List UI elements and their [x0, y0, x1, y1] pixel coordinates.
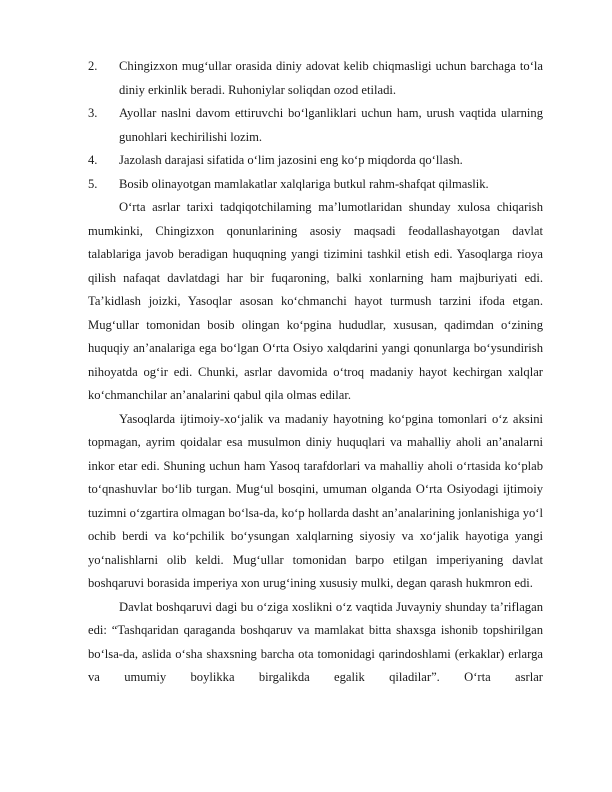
list-text: Jazolash darajasi sifatida o‘lim jazosini eng ko‘p miqdorda qo‘llash. [119, 153, 463, 167]
list-item-3 [88, 102, 543, 149]
paragraph-1: O‘rta asrlar tarixi tadqiqotchilaming ma’lumotlaridan shunday xulosa chiqarish mumkinki, Chingizxon qonunlarining asosiy maqsadi feodallashayotgan davlat talablariga javob beradigan huquqning yangi tizimini tashkil etish edi. Yasoqlarga rioya qilish nafaqat davlatdagi har bir fuqaroning, balki xonlarning ham majburiyati edi. Ta’kidlash joizki, Yasoqlar asosan ko‘chmanchi hayot turmush tarzini ifoda etgan. Mug‘ullar tomonidan bosib olingan ko‘pgina hududlar, xususan, qadimdan o‘zining huquqiy an’analariga ega bo‘lgan O‘rta Osiyo xalqdarini yangi qonunlarga bo‘ysundirish nihoyatda og‘ir edi. Chunki, asrlar davomida o‘troq madaniy hayot kechirgan xalqlar ko‘chmanchilar an’analarini qabul qila olmas edilar. [88, 200, 543, 402]
list-number: 2. [88, 59, 98, 73]
list-item-2 [88, 55, 543, 102]
list-text: Chingizxon mug‘ullar orasida diniy adovat kelib chiqmasligi uchun barchaga to‘la diniy erkinlik beradi. Ruhoniylar soliqdan ozod etiladi. [119, 59, 543, 97]
list-number: 4. [88, 153, 98, 167]
list-number: 3. [88, 106, 98, 120]
document-page [88, 55, 543, 690]
list-item-4 [88, 149, 543, 173]
list-text: Bosib olinayotgan mamlakatlar xalqlariga butkul rahm-shafqat qilmaslik. [119, 176, 489, 191]
list-text: Ayollar naslni davom ettiruvchi bo‘lganliklari uchun ham, urush vaqtida ularning gunohlari kechirilishi lozim. [119, 106, 543, 144]
list-item-5 [88, 173, 543, 197]
list-number: 5. [88, 176, 98, 191]
paragraph-3: Davlat boshqaruvi dagi bu o‘ziga xoslikni o‘z vaqtida Juvayniy shunday ta’riflagan edi: “Tashqaridan qaraganda boshqaruv va mamlakat bitta shaxsga ishonib topshirilgan bo‘lsa-da, aslida o‘sha shaxsning barcha ota tomonidagi qarindoshlami (erkaklar) erlarga va umumiy boylikka birgalikda egalik qiladilar”. O‘rta asrlar [88, 599, 543, 684]
paragraph-2: Yasoqlarda ijtimoiy-xo‘jalik va madaniy hayotning ko‘pgina tomonlari o‘z aksini topmagan, ayrim qoidalar esa musulmon diniy huquqlari va mahalliy aholi an’analarni inkor etar edi. Shuning uchun ham Yasoq tarafdorlari va mahalliy aholi o‘rtasida ko‘plab to‘qnashuvlar bo‘lib turgan. Mug‘ul bosqini, umuman olganda O‘rta Osiyodagi ijtimoiy tuzimni o‘zgartira olmagan bo‘lsa-da, ko‘p hollarda dasht an’analarining jonlanishiga yo‘l ochib berdi va ko‘pchilik bo‘ysungan xalqlarning siyosiy va xo‘jalik hayotiga yangi yo‘nalishlarni olib keldi. Mug‘ullar tomonidan barpo etilgan imperiyaning davlat boshqaruvi borasida imperiya xon urug‘ining xususiy mulki, degan qarash hukmron edi. [88, 411, 543, 590]
